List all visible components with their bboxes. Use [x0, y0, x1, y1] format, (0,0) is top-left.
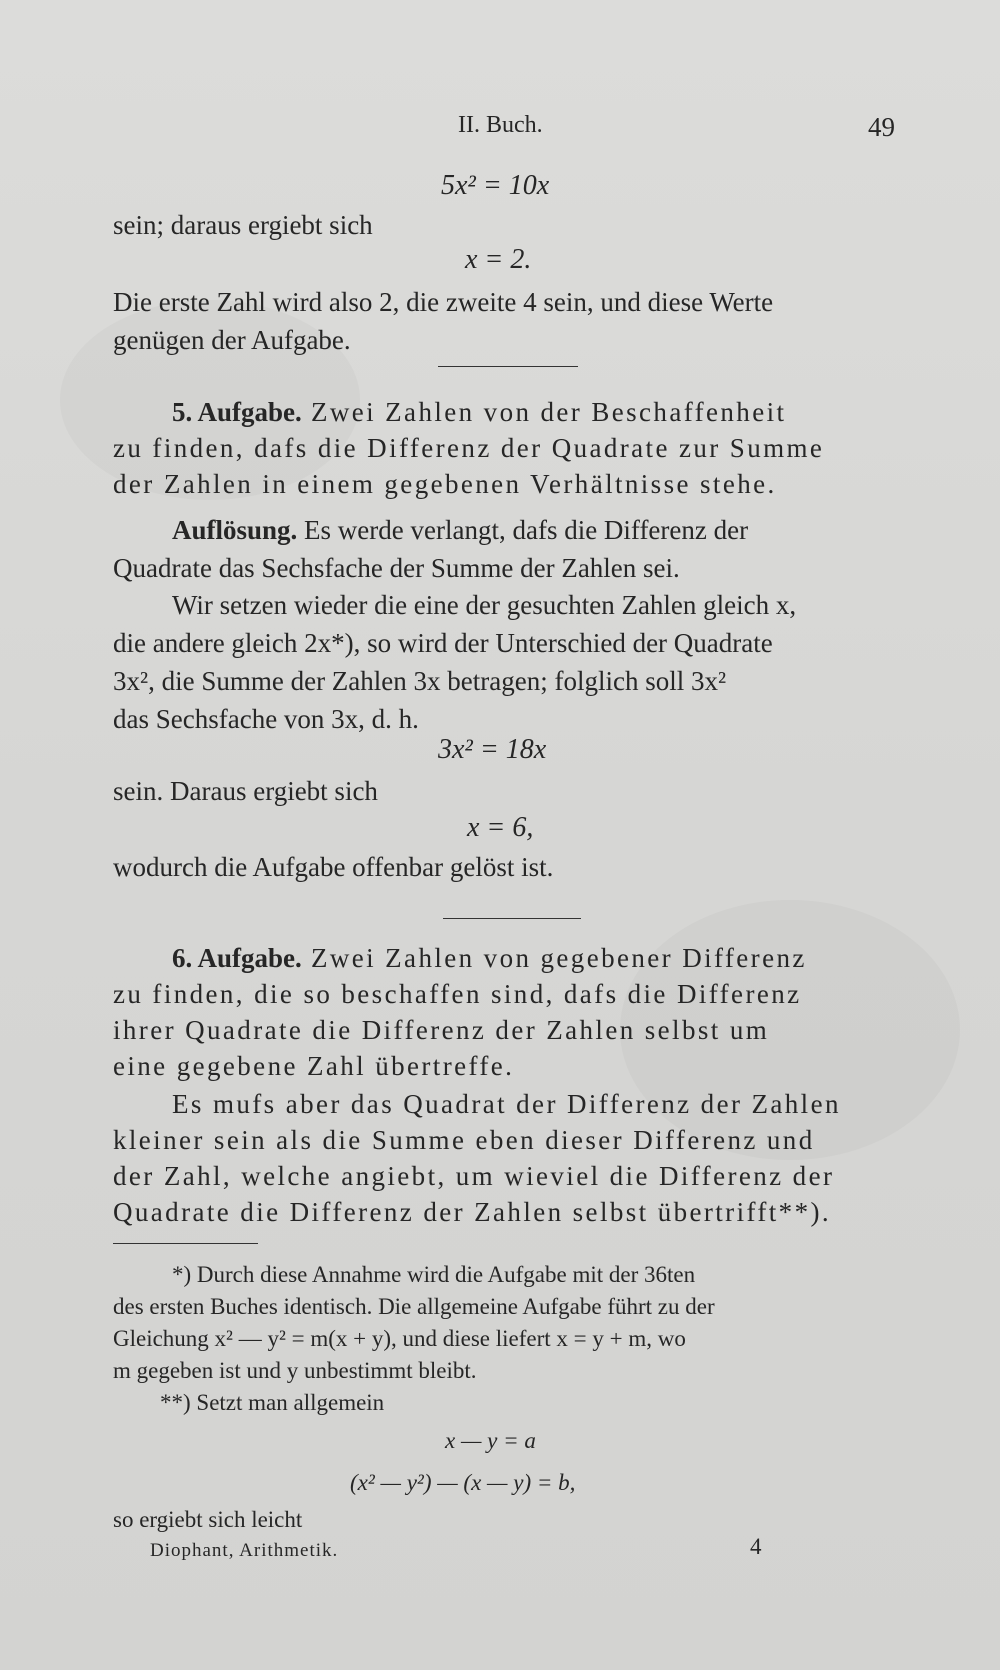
text-line: das Sechsfache von 3x, d. h.	[113, 704, 419, 734]
text-line: Wir setzen wieder die eine der gesuchten Zahlen gleich x,	[172, 590, 797, 620]
text-line: wodurch die Aufgabe offenbar gelöst ist.	[113, 852, 554, 882]
footnote-rule	[113, 1243, 258, 1244]
task-6-label: 6. Aufgabe.	[172, 943, 302, 973]
page-number: 49	[868, 112, 895, 142]
footnote-line: so ergiebt sich leicht	[113, 1507, 303, 1532]
text-line: sein. Daraus ergiebt sich	[113, 776, 378, 806]
text-line: Zwei Zahlen von gegebener Differenz	[310, 943, 807, 973]
footnote-equation: (x² — y²) — (x — y) = b,	[350, 1470, 576, 1495]
text-line: Die erste Zahl wird also 2, die zweite 4 sein, und diese Werte	[113, 287, 774, 317]
footnote-line: *) Durch diese Annahme wird die Aufgabe mit der 36ten	[172, 1262, 696, 1287]
text-line: Es mufs aber das Quadrat der Differenz der Zahlen	[172, 1089, 841, 1119]
equation-1: 5x² = 10x	[441, 170, 550, 201]
section-divider	[438, 366, 578, 367]
text-line: Quadrate das Sechsfache der Summe der Zahlen sei.	[113, 553, 680, 583]
footnote-line: des ersten Buches identisch. Die allgemeine Aufgabe führt zu der	[113, 1294, 715, 1319]
task-6-first-line	[172, 943, 807, 974]
text-line: kleiner sein als die Summe eben dieser Differenz und	[113, 1125, 815, 1155]
text-line: zu finden, dafs die Differenz der Quadrate zur Summe	[113, 433, 825, 463]
header-title: II. Buch.	[458, 112, 543, 138]
text-line: 3x², die Summe der Zahlen 3x betragen; folglich soll 3x²	[113, 666, 727, 696]
text-line: Quadrate die Differenz der Zahlen selbst übertrifft**).	[113, 1197, 832, 1227]
text-line: der Zahlen in einem gegebenen Verhältnisse stehe.	[113, 469, 777, 499]
text-line: genügen der Aufgabe.	[113, 325, 351, 355]
running-header	[0, 112, 1000, 142]
solution-first-line	[172, 515, 748, 546]
footnote-line: m gegeben ist und y unbestimmt bleibt.	[113, 1358, 477, 1383]
footnote-line: **) Setzt man allgemein	[160, 1390, 385, 1415]
task-5-label: 5. Aufgabe.	[172, 397, 302, 427]
section-divider	[443, 918, 581, 919]
equation-2: x = 2.	[465, 244, 532, 275]
equation-4: x = 6,	[467, 812, 534, 843]
text-line: Es werde verlangt, dafs die Differenz der	[304, 515, 749, 545]
text-line: ihrer Quadrate die Differenz der Zahlen selbst um	[113, 1015, 770, 1045]
equation-3: 3x² = 18x	[438, 734, 547, 765]
footnote-line: Gleichung x² — y² = m(x + y), und diese liefert x = y + m, wo	[113, 1326, 686, 1351]
text-line: sein; daraus ergiebt sich	[113, 210, 373, 240]
task-5-first-line	[172, 397, 786, 428]
signature-number: 4	[750, 1534, 762, 1559]
signature-mark: Diophant, Arithmetik.	[150, 1540, 339, 1561]
text-line: der Zahl, welche angiebt, um wieviel die Differenz der	[113, 1161, 835, 1191]
text-line: eine gegebene Zahl übertreffe.	[113, 1051, 515, 1081]
solution-label: Auflösung.	[172, 515, 298, 545]
text-line: zu finden, die so beschaffen sind, dafs die Differenz	[113, 979, 802, 1009]
text-line: Zwei Zahlen von der Beschaffenheit	[310, 397, 787, 427]
text-line: die andere gleich 2x*), so wird der Unterschied der Quadrate	[113, 628, 773, 658]
footnote-equation: x — y = a	[445, 1428, 536, 1453]
